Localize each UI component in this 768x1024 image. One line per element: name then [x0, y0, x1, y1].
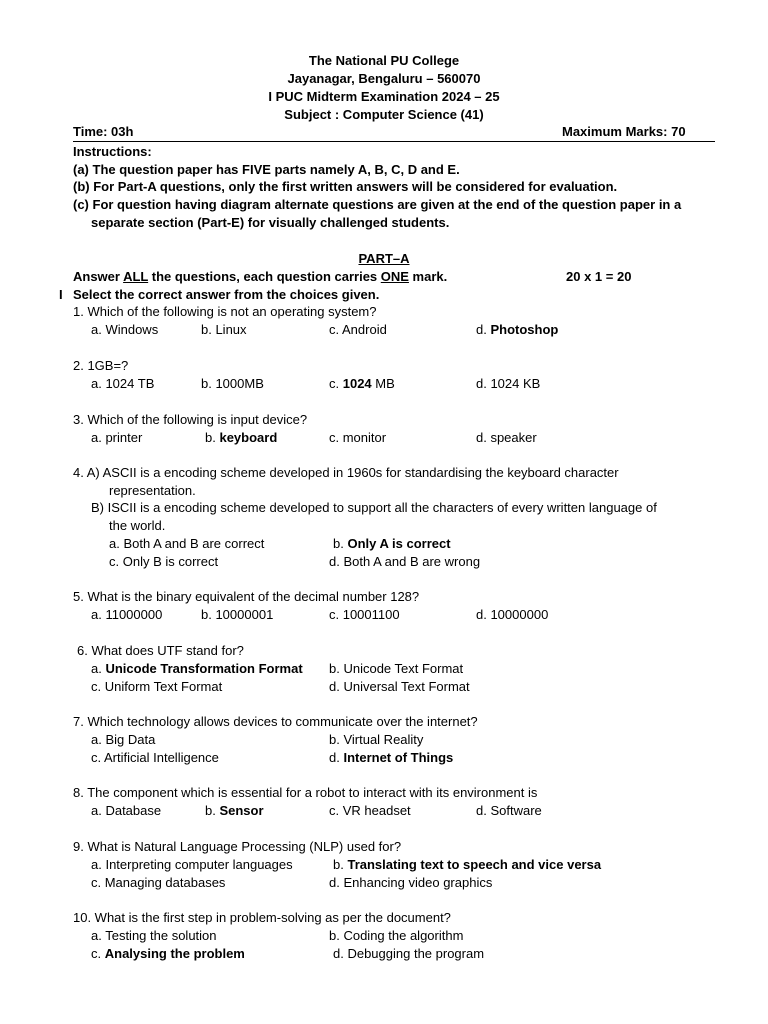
q1-option-a: a. Windows — [91, 322, 159, 337]
q8-option-a: a. Database — [91, 803, 162, 818]
q3-option-a: a. printer — [91, 430, 143, 445]
q8-option-d: d. Software — [476, 803, 542, 818]
q10-answer: Analysing the problem — [104, 946, 245, 961]
q10-option-b: b. Coding the algorithm — [329, 928, 464, 943]
question-8: 8. The component which is essential for a robot to interact with its environment is — [73, 785, 538, 800]
q3-option-c: c. monitor — [329, 430, 387, 445]
question-6: 6. What does UTF stand for? — [77, 643, 244, 658]
q3-option-d: d. speaker — [476, 430, 537, 445]
question-7: 7. Which technology allows devices to communicate over the internet? — [73, 714, 478, 729]
q10-option-d: d. Debugging the program — [333, 946, 485, 961]
q3-option-b: b. keyboard — [205, 430, 278, 445]
q6-option-a: a. Unicode Transformation Format — [91, 661, 303, 676]
q7-option-a: a. Big Data — [91, 732, 156, 747]
q1-option-d: d. Photoshop — [476, 322, 559, 337]
instruction-a: (a) The question paper has FIVE parts namely A, B, C, D and E. — [73, 162, 460, 177]
q7-option-b: b. Virtual Reality — [329, 732, 424, 747]
question-4-statement-a: 4. A) ASCII is a encoding scheme developed in 1960s for standardising the keyboard character — [73, 465, 619, 480]
instruction-c: (c) For question having diagram alternate questions are given at the end of the question paper in a — [73, 197, 682, 212]
subject-title: Subject : Computer Science (41) — [284, 107, 484, 122]
q5-option-c: c. 10001100 — [329, 607, 400, 622]
q7-option-c: c. Artificial Intelligence — [91, 750, 219, 765]
q6-option-b: b. Unicode Text Format — [329, 661, 464, 676]
q5-option-d: d. 10000000 — [476, 607, 549, 622]
q8-option-c: c. VR headset — [329, 803, 411, 818]
q9-option-a: a. Interpreting computer languages — [91, 857, 293, 872]
maximum-marks: Maximum Marks: 70 — [562, 124, 686, 139]
q10-option-c: c. Analysing the problem — [91, 946, 245, 961]
q5-option-a: a. 11000000 — [91, 607, 163, 622]
q1-answer: Photoshop — [490, 322, 559, 337]
section-number: I — [59, 287, 63, 302]
q5-option-b: b. 10000001 — [201, 607, 274, 622]
part-a-title: PART–A — [358, 251, 410, 266]
header-divider — [73, 141, 715, 142]
q1-option-b: b. Linux — [201, 322, 247, 337]
question-2: 2. 1GB=? — [73, 358, 129, 373]
q4-option-b: b. Only A is correct — [333, 536, 451, 551]
q9-option-c: c. Managing databases — [91, 875, 226, 890]
instruction-c-continued: separate section (Part-E) for visually challenged students. — [91, 215, 450, 230]
q4-option-a: a. Both A and B are correct — [109, 536, 265, 551]
q2-option-a: a. 1024 TB — [91, 376, 155, 391]
q1-option-c: c. Android — [329, 322, 387, 337]
part-a-marks: 20 x 1 = 20 — [566, 269, 632, 284]
question-9: 9. What is Natural Language Processing (NLP) used for? — [73, 839, 402, 854]
college-name: The National PU College — [308, 53, 460, 68]
q8-answer: Sensor — [219, 803, 264, 818]
q6-option-c: c. Uniform Text Format — [91, 679, 223, 694]
q2-option-c: c. 1024 MB — [329, 376, 395, 391]
section-instruction: Select the correct answer from the choices given. — [73, 287, 380, 302]
q3-answer: keyboard — [219, 430, 278, 445]
question-4-statement-b: B) ISCII is a encoding scheme developed to support all the characters of every written language of — [91, 500, 657, 515]
q6-option-d: d. Universal Text Format — [329, 679, 470, 694]
instruction-b: (b) For Part-A questions, only the first written answers will be considered for evaluation. — [73, 179, 618, 194]
instructions-heading: Instructions: — [73, 144, 152, 159]
q7-option-d: d. Internet of Things — [329, 750, 454, 765]
exam-title: I PUC Midterm Examination 2024 – 25 — [268, 89, 500, 104]
q9-answer: Translating text to speech and vice versa — [347, 857, 602, 872]
q4-option-d: d. Both A and B are wrong — [329, 554, 481, 569]
q9-option-b: b. Translating text to speech and vice versa — [333, 857, 602, 872]
q2-option-d: d. 1024 KB — [476, 376, 541, 391]
q9-option-d: d. Enhancing video graphics — [329, 875, 493, 890]
q7-answer: Internet of Things — [343, 750, 454, 765]
question-3: 3. Which of the following is input device? — [73, 412, 308, 427]
part-a-directive: Answer ALL the questions, each question carries ONE mark. — [73, 269, 448, 284]
exam-time: Time: 03h — [73, 124, 134, 139]
question-5: 5. What is the binary equivalent of the decimal number 128? — [73, 589, 420, 604]
q4-answer: Only A is correct — [347, 536, 451, 551]
question-4-statement-a-continued: representation. — [109, 483, 196, 498]
q2-option-b: b. 1000MB — [201, 376, 264, 391]
question-1: 1. Which of the following is not an operating system? — [73, 304, 377, 319]
q2-answer: 1024 — [342, 376, 372, 391]
question-10: 10. What is the first step in problem-solving as per the document? — [73, 910, 451, 925]
q6-answer: Unicode Transformation Format — [105, 661, 303, 676]
q8-option-b: b. Sensor — [205, 803, 264, 818]
college-address: Jayanagar, Bengaluru – 560070 — [287, 71, 481, 86]
q10-option-a: a. Testing the solution — [91, 928, 217, 943]
question-4-statement-b-continued: the world. — [109, 518, 166, 533]
q4-option-c: c. Only B is correct — [109, 554, 219, 569]
